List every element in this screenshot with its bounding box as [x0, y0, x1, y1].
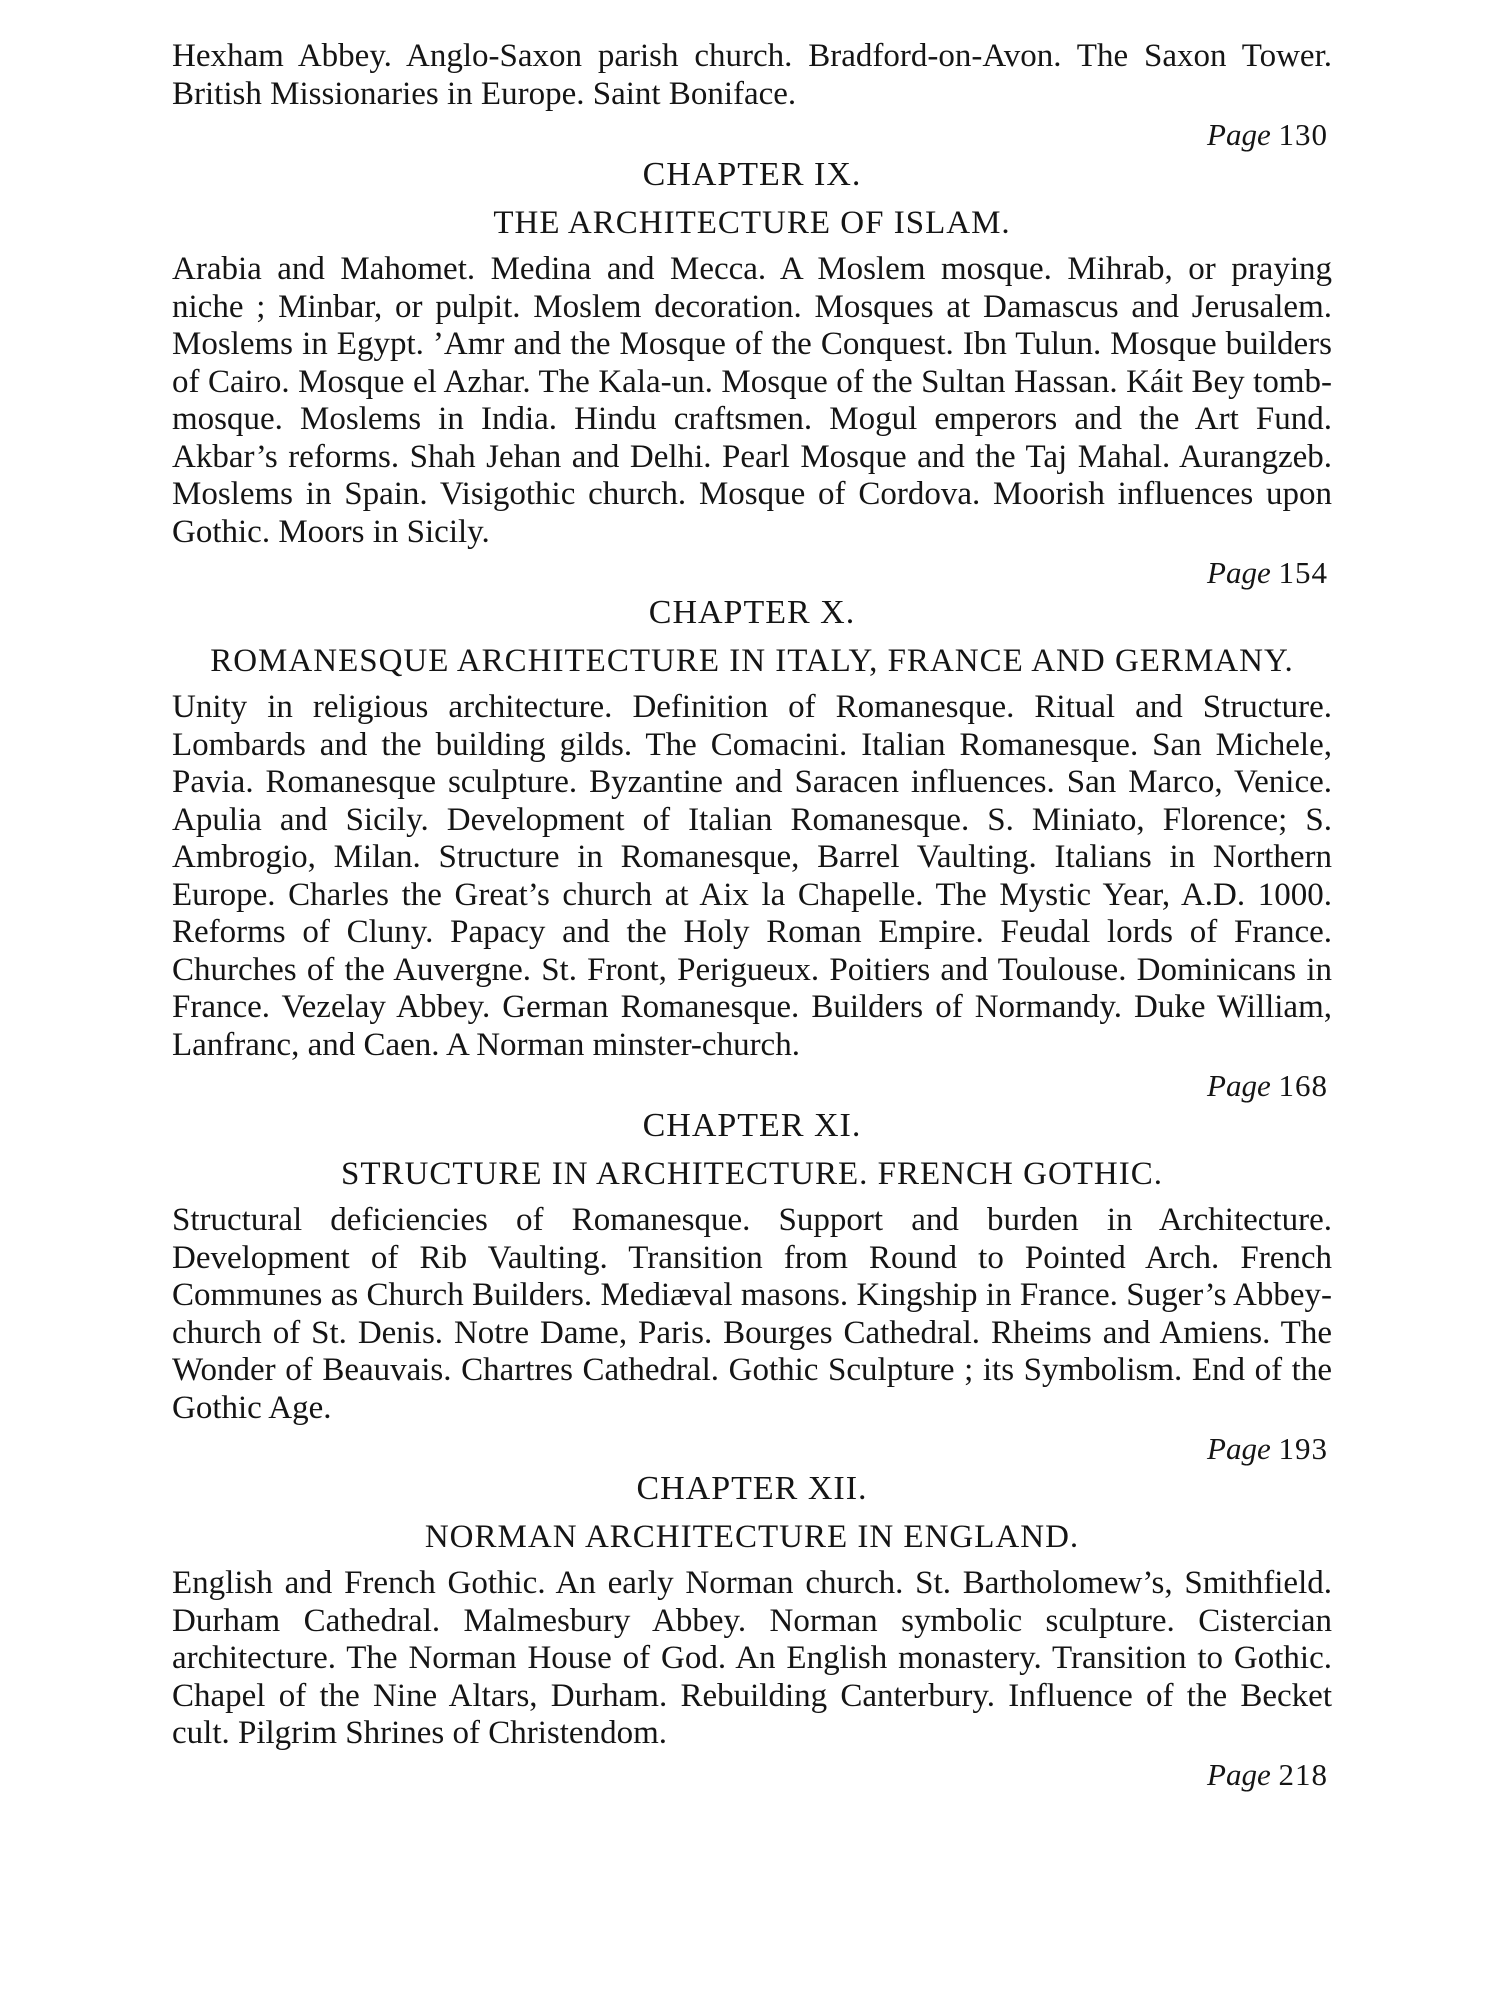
- chapter-summary: Unity in religious architecture. Definition of Romanesque. Ritual and Structure. Lombards and the building gilds. The Comacini. Italian Romanesque. San Michele, Pavia. Romanesque sculpture. Byzantine and Saracen influences. San Marco, Venice. Apulia and Sicily. Development of Italian Romanesque. S. Miniato, Florence; S. Ambrogio, Milan. Structure in Romanesque, Barrel Vaulting. Italians in Northern Europe. Charles the Great’s church at Aix la Chapelle. The Mystic Year, A.D. 1000. Reforms of Cluny. Papacy and the Holy Roman Empire. Feudal lords of France. Churches of the Auvergne. St. Front, Perigueux. Poitiers and Toulouse. Dominicans in France. Vezelay Abbey. German Romanesque. Builders of Normandy. Duke William, Lanfranc, and Caen. A Norman minster-church.: [172, 689, 1332, 1063]
- page-number: 218: [1278, 1756, 1328, 1792]
- page-number: 154: [1278, 555, 1328, 590]
- chapter-page-ref: [172, 553, 1332, 593]
- chapter-title: NORMAN ARCHITECTURE IN ENGLAND.: [424, 1519, 1080, 1555]
- page-label: Page: [1207, 1431, 1271, 1466]
- chapter-summary: Arabia and Mahomet. Medina and Mecca. A Moslem mosque. Mihrab, or praying niche ; Minbar, or pulpit. Moslem decoration. Mosques at Damascus and Jerusalem. Moslems in Egypt. ’Amr and the Mosque of the Conquest. Ibn Tulun. Mosque builders of Cairo. Mosque el Azhar. The Kala-un. Mosque of the Sultan Hassan. Káit Bey tomb-mosque. Moslems in India. Hindu craftsmen. Mogul emperors and the Art Fund. Akbar’s reforms. Shah Jehan and Delhi. Pearl Mosque and the Taj Mahal. Aurangzeb. Moslems in Spain. Visigothic church. Mosque of Cordova. Moorish influences upon Gothic. Moors in Sicily.: [172, 251, 1332, 550]
- chapter-summary: Structural deficiencies of Romanesque. Support and burden in Architecture. Development of Rib Vaulting. Transition from Round to Pointed Arch. French Communes as Church Builders. Mediæval masons. Kingship in France. Suger’s Abbey-church of St. Denis. Notre Dame, Paris. Bourges Cathedral. Rheims and Amiens. The Wonder of Beauvais. Chartres Cathedral. Gothic Sculpture ; its Symbolism. End of the Gothic Age.: [172, 1202, 1332, 1426]
- page-label: Page: [1207, 117, 1271, 152]
- chapter-number: CHAPTER XI.: [642, 1107, 862, 1144]
- chapter-summary: English and French Gothic. An early Norman church. St. Bartholomew’s, Smithfield. Durham Cathedral. Malmesbury Abbey. Norman symbolic sculpture. Cistercian architecture. The Norman House of God. An English monastery. Transition to Gothic. Chapel of the Nine Altars, Durham. Rebuilding Canterbury. Influence of the Becket cult. Pilgrim Shrines of Christendom.: [172, 1565, 1332, 1751]
- chapter-xi: [172, 1106, 1332, 1469]
- page-label: Page: [1207, 1068, 1271, 1103]
- chapter-title: THE ARCHITECTURE OF ISLAM.: [493, 205, 1011, 241]
- intro-page-ref: [172, 115, 1332, 155]
- chapter-x: [172, 593, 1332, 1106]
- contents-page: [172, 38, 1332, 1795]
- chapter-ix: [172, 155, 1332, 593]
- chapter-number: CHAPTER IX.: [642, 156, 862, 193]
- chapter-page-ref: [172, 1429, 1332, 1469]
- chapter-title: STRUCTURE IN ARCHITECTURE. FRENCH GOTHIC.: [340, 1156, 1164, 1192]
- page-number: 193: [1278, 1431, 1328, 1466]
- chapter-title: ROMANESQUE ARCHITECTURE IN ITALY, FRANCE AND GERMANY.: [210, 643, 1294, 679]
- page-label: Page: [1207, 555, 1271, 590]
- page-label: Page: [1207, 1756, 1271, 1792]
- chapter-number: CHAPTER X.: [648, 594, 856, 631]
- chapter-page-ref: [172, 1755, 1332, 1795]
- chapter-page-ref: [172, 1066, 1332, 1106]
- chapter-number: CHAPTER XII.: [636, 1470, 868, 1507]
- page-number: 130: [1278, 117, 1328, 152]
- intro-summary: Hexham Abbey. Anglo-Saxon parish church. Bradford-on-Avon. The Saxon Tower. British Missionaries in Europe. Saint Boniface.: [172, 38, 1332, 112]
- page-number: 168: [1278, 1068, 1328, 1103]
- chapter-xii: [172, 1469, 1332, 1795]
